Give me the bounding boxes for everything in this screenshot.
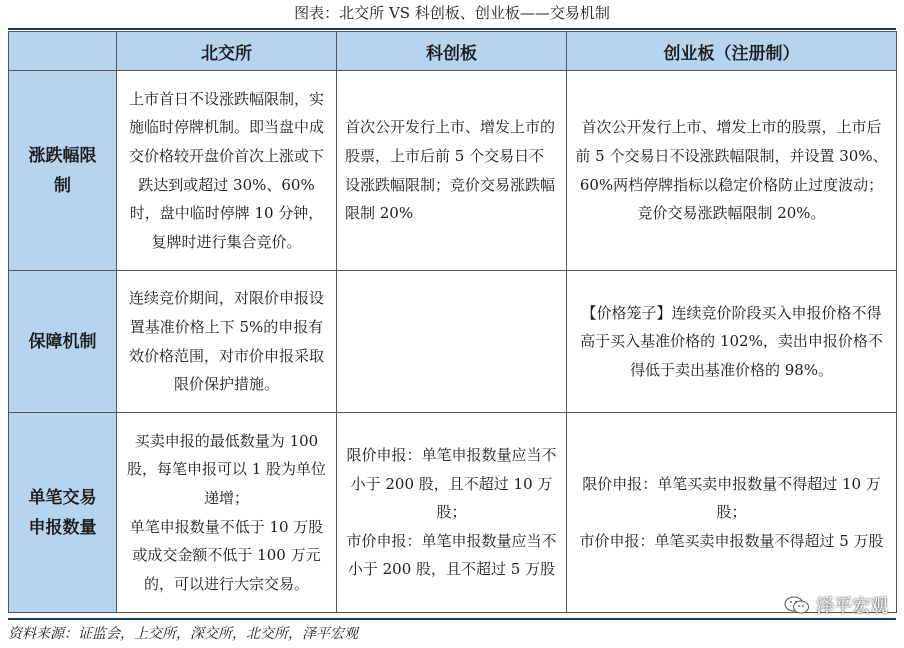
figure-caption: 图表：北交所 VS 科创板、创业板——交易机制 <box>294 4 610 22</box>
cell-bse-order-size: 买卖申报的最低数量为 100 股，每笔申报可以 1 股为单位递增； 单笔申报数量不低于 10 万股或成交金额不低于 100 万元的，可以进行大宗交易。 <box>117 413 337 613</box>
header-row <box>9 32 897 71</box>
cell-bse-safeguard: 连续竞价期间，对限价申报设置基准价格上下 5%的申报有效价格范围，对市价申报采取限价保护措施。 <box>117 271 337 413</box>
cell-star-price-limit: 首次公开发行上市、增发上市的股票，上市后前 5 个交易日不设涨跌幅限制；竞价交易涨跌幅限制 20% <box>337 71 567 271</box>
header-bse: 北交所 <box>117 32 337 71</box>
wechat-icon <box>784 596 810 614</box>
header-chinext: 创业板（注册制） <box>567 32 897 71</box>
row-label-price-limit: 涨跌幅限制 <box>9 71 117 271</box>
cell-star-safeguard <box>337 271 567 413</box>
watermark-text: 泽平宏观 <box>816 596 888 617</box>
cell-bse-price-limit: 上市首日不设涨跌幅限制，实施临时停牌机制。即当盘中成交价格较开盘价首次上涨或下跌达到或超过 30%、60%时，盘中临时停牌 10 分钟，复牌时进行集合竞价。 <box>117 71 337 271</box>
table-row <box>9 71 897 271</box>
row-label-order-size: 单笔交易申报数量 <box>9 413 117 613</box>
table-row <box>9 413 897 613</box>
header-empty <box>9 32 117 71</box>
source-note: 资料来源：证监会，上交所，深交所，北交所，泽平宏观 <box>8 626 358 642</box>
caption-rule <box>8 28 896 30</box>
footer-rule <box>8 618 896 620</box>
cell-chinext-safeguard: 【价格笼子】连续竞价阶段买入申报价格不得高于买入基准价格的 102%，卖出申报价格不得低于卖出基准价格的 98%。 <box>567 271 897 413</box>
cell-chinext-price-limit: 首次公开发行上市、增发上市的股票，上市后前 5 个交易日不设涨跌幅限制，并设置 30%、60%两档停牌指标以稳定价格防止过度波动； 竞价交易涨跌幅限制 20%。 <box>567 71 897 271</box>
row-label-safeguard: 保障机制 <box>9 271 117 413</box>
comparison-table <box>8 31 897 613</box>
watermark <box>784 592 888 618</box>
cell-star-order-size: 限价申报：单笔申报数量应当不小于 200 股，且不超过 10 万股； 市价申报：单笔申报数量应当不小于 200 股，且不超过 5 万股 <box>337 413 567 613</box>
table-row <box>9 271 897 413</box>
cell-chinext-order-size: 限价申报：单笔买卖申报数量不得超过 10 万股； 市价申报：单笔买卖申报数量不得超过 5 万股 <box>567 413 897 613</box>
header-star: 科创板 <box>337 32 567 71</box>
